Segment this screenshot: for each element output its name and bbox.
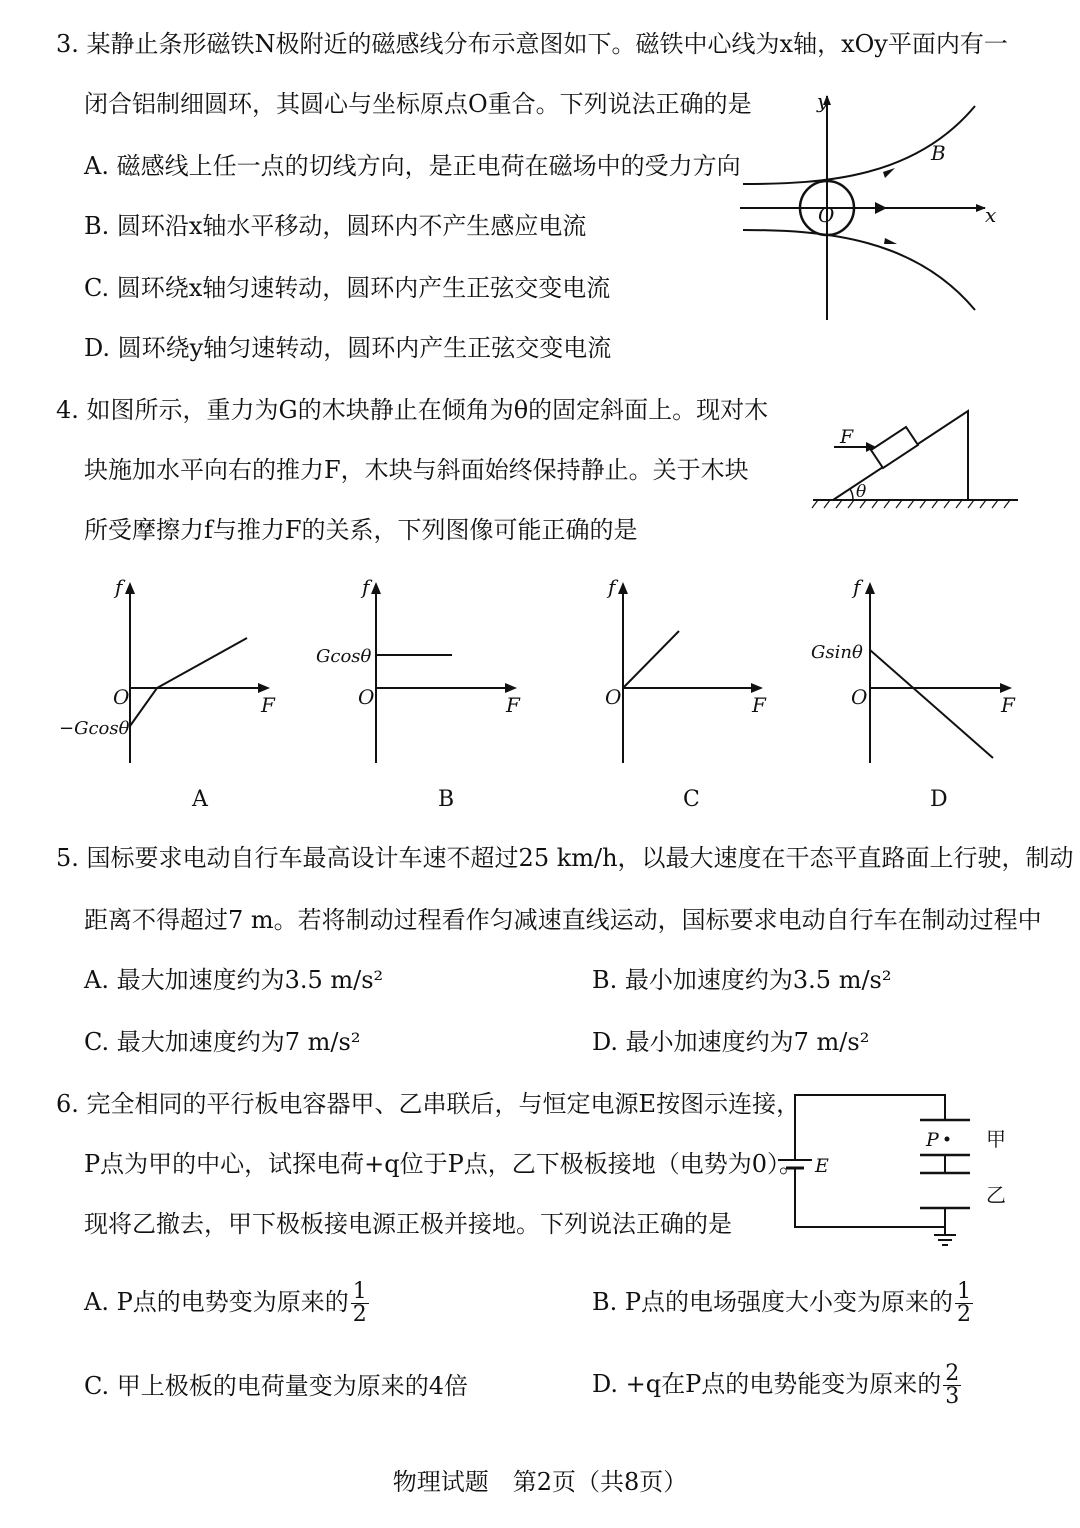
q4-graph-d-letter: D: [930, 787, 948, 812]
q4-graph-a-x-label: F: [261, 693, 275, 717]
q4-incline-figure: [808, 405, 1023, 520]
q4-stem-line3: 所受摩擦力f与推力F的关系，下列图像可能正确的是: [84, 516, 638, 544]
q4-stem-line1: [56, 394, 768, 426]
q3-option-c: C. 圆环绕x轴匀速转动，圆环内产生正弦交变电流: [84, 274, 611, 302]
q4-graph-a-mark: −Gcosθ: [59, 718, 130, 739]
q6-cap1-label: 甲: [986, 1127, 1006, 1151]
q6-source-label: E: [815, 1155, 829, 1177]
q4-graph-d: [795, 575, 1035, 813]
q4-graph-d-x-label: F: [1001, 693, 1015, 717]
q4-graph-c-x-arrow: [751, 683, 763, 693]
q3-option-d: D. 圆环绕y轴匀速转动，圆环内产生正弦交变电流: [84, 334, 612, 362]
q6-option-b-denominator: 2: [957, 1302, 972, 1327]
q6-point-label: P: [926, 1129, 939, 1151]
q5-stem-line2: 距离不得超过7 m。若将制动过程看作匀减速直线运动，国标要求电动自行车在制动过程中: [84, 906, 1042, 934]
q4-graph-a-origin: O: [113, 685, 130, 709]
q6-option-a-numerator: 1: [352, 1279, 367, 1304]
q4-graph-c-x-label: F: [752, 693, 766, 717]
q4-graph-c: [548, 575, 778, 813]
q5-number: 5.: [56, 844, 79, 872]
q3-arrow-lower: [884, 238, 897, 244]
q4-graph-b: [300, 575, 530, 813]
q3-field-label: B: [931, 141, 946, 165]
q5-option-c: C. 最大加速度约为7 m/s²: [84, 1028, 361, 1056]
q4-graph-a-y-label: f: [115, 575, 123, 599]
q3-x-label: x: [985, 203, 997, 227]
q4-stem-line2: 块施加水平向右的推力F，木块与斜面始终保持静止。关于木块: [84, 456, 749, 484]
q6-stem-line3: 现将乙撤去，甲下极板接电源正极并接地。下列说法正确的是: [84, 1210, 732, 1238]
q4-graph-b-origin: O: [358, 685, 375, 709]
q3-stem-line2: 闭合铝制细圆环，其圆心与坐标原点O重合。下列说法正确的是: [84, 90, 752, 118]
q4-angle-arc: [850, 489, 853, 500]
q6-option-a: [84, 1280, 369, 1326]
q3-stem-line1: [56, 28, 1008, 60]
q5-option-d: D. 最小加速度约为7 m/s²: [592, 1028, 870, 1056]
q4-graph-b-y-label: f: [362, 575, 370, 599]
q3-arrow-upper: [883, 168, 895, 178]
q4-graph-a-y-arrow: [125, 582, 135, 594]
q3-option-a: A. 磁感线上任一点的切线方向，是正电荷在磁场中的受力方向: [84, 152, 741, 180]
q4-graph-b-mark: Gcosθ: [316, 646, 372, 667]
q6-option-c: [84, 1370, 468, 1402]
q4-graph-a-letter: A: [192, 787, 208, 812]
q4-graph-c-letter: C: [683, 787, 700, 812]
q4-graph-c-line: [623, 631, 679, 688]
q4-graph-b-x-label: F: [506, 693, 520, 717]
q6-circuit-figure: [750, 1090, 1030, 1255]
q3-magnetic-field-figure: [735, 88, 1000, 328]
q4-graph-d-y-label: f: [853, 575, 861, 599]
q4-graph-c-y-label: f: [608, 575, 616, 599]
q6-point-dot: [945, 1137, 950, 1142]
q6-option-c-text: C. 甲上极板的电荷量变为原来的4倍: [84, 1372, 469, 1400]
q6-wire-outer: [795, 1095, 945, 1160]
q6-stem-line2: P点为甲的中心，试探电荷+q位于P点，乙下极板接地（电势为0）。: [84, 1150, 804, 1178]
q4-graph-d-line: [870, 650, 993, 758]
q4-graph-b-y-arrow: [371, 582, 381, 594]
q4-force-label: F: [840, 426, 854, 448]
q6-option-a-denominator: 2: [352, 1302, 367, 1327]
q6-option-d-denominator: 3: [945, 1384, 960, 1409]
q6-option-b: [592, 1280, 973, 1326]
q5-stem-text-1: 国标要求电动自行车最高设计车速不超过25 km/h，以最大速度在干态平直路面上行驶，制动: [86, 844, 1074, 872]
q4-graph-a: [55, 575, 285, 813]
q6-option-a-fraction: [351, 1281, 369, 1326]
q4-graph-a-x-arrow: [258, 683, 270, 693]
q6-option-d-fraction: [943, 1363, 961, 1408]
q3-field-line-lower: [743, 230, 975, 310]
q3-stem-text-1: 某静止条形磁铁N极附近的磁感线分布示意图如下。磁铁中心线为x轴，xOy平面内有一: [86, 30, 1008, 58]
q6-option-b-text: B. P点的电场强度大小变为原来的: [592, 1288, 954, 1316]
q3-arrow-center: [875, 202, 887, 214]
q5-stem-line1: [56, 842, 1074, 874]
q4-ground-hatch: [812, 500, 1010, 508]
q4-stem-text-1: 如图所示，重力为G的木块静止在倾角为θ的固定斜面上。现对木: [86, 396, 769, 424]
q4-angle-label: θ: [856, 482, 867, 502]
q6-stem-line1: [56, 1088, 800, 1120]
q6-option-b-numerator: 1: [957, 1279, 972, 1304]
q6-option-d-numerator: 2: [945, 1361, 960, 1386]
q3-option-b: B. 圆环沿x轴水平移动，圆环内不产生感应电流: [84, 212, 587, 240]
page-footer: 物理试题 第2页（共8页）: [392, 1468, 688, 1496]
q5-option-a: A. 最大加速度约为3.5 m/s²: [84, 966, 384, 994]
q5-option-b: B. 最小加速度约为3.5 m/s²: [592, 966, 892, 994]
q3-number: 3.: [56, 30, 79, 58]
q3-y-label: y: [817, 89, 829, 113]
q4-graph-a-line: [130, 638, 247, 726]
q4-number: 4.: [56, 396, 79, 424]
q4-block: [871, 427, 918, 468]
q4-graph-c-y-arrow: [618, 582, 628, 594]
q4-graph-b-x-arrow: [505, 683, 517, 693]
q6-cap2-label: 乙: [986, 1183, 1006, 1207]
q4-graph-c-origin: O: [605, 685, 622, 709]
q6-option-d-text: D. +q在P点的电势能变为原来的: [592, 1370, 942, 1398]
q4-graph-d-origin: O: [851, 685, 868, 709]
q4-graph-d-mark: Gsinθ: [811, 642, 863, 663]
q4-graph-b-letter: B: [438, 787, 455, 812]
q4-graph-d-y-arrow: [865, 582, 875, 594]
q6-number: 6.: [56, 1090, 79, 1118]
q6-option-b-fraction: [955, 1281, 973, 1326]
q6-option-d: [592, 1362, 961, 1408]
q4-graph-d-x-arrow: [1000, 683, 1012, 693]
q6-stem-text-1: 完全相同的平行板电容器甲、乙串联后，与恒定电源E按图示连接，: [86, 1090, 801, 1118]
q6-option-a-text: A. P点的电势变为原来的: [84, 1288, 349, 1316]
q3-origin-label: O: [818, 203, 835, 227]
